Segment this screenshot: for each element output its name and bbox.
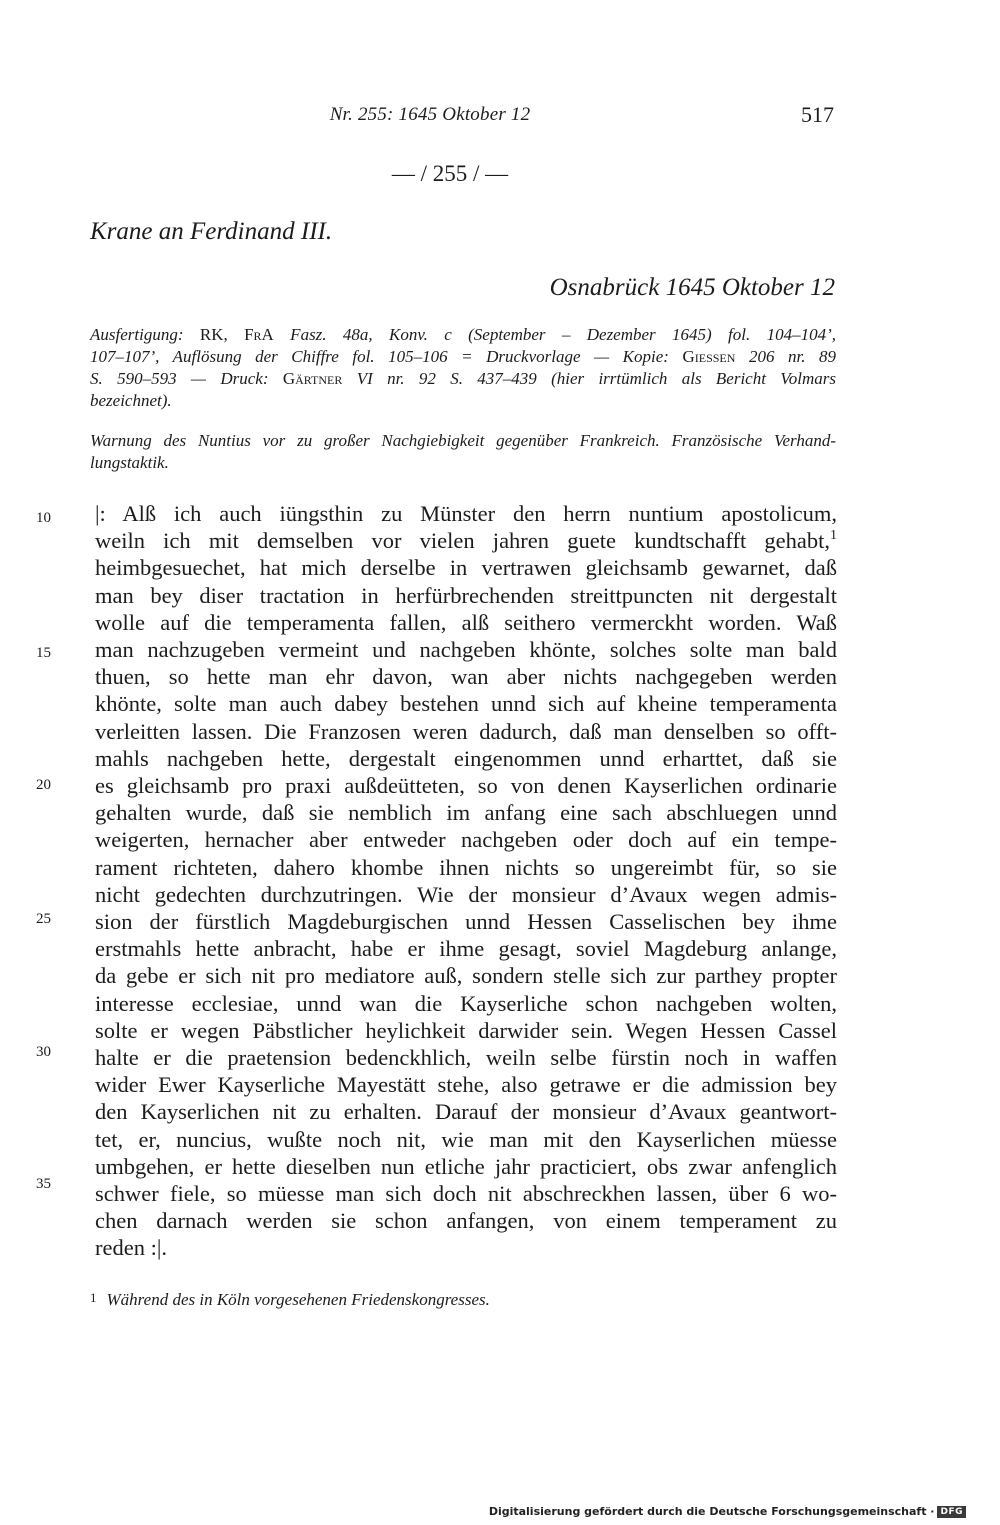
body-line: tet, er, nuncius, wußte noch nit, wie man mit den Kayserlichen müesse	[95, 1126, 837, 1152]
funding-text: Digitalisierung gefördert durch die Deutsche Forschungsgemeinschaft ·	[488, 1505, 935, 1518]
body-line: sion der fürstlich Magdeburgischen unnd Hessen Casselischen bey ihme	[95, 909, 837, 935]
body-line: mahls nachgeben hette, dergestalt eingenommen unnd erharttet, daß sie	[95, 745, 837, 771]
body-line: man bey diser tractation in herfürbrechenden streittpuncten nit dergestalt	[95, 582, 837, 608]
line-number: 25	[36, 911, 51, 927]
body-line: den Kayserlichen nit zu erhalten. Darauf der monsieur d’Avaux geantwort-	[95, 1099, 837, 1125]
body-line: thuen, so hette man ehr davon, wan aber nichts nachgegeben werden	[95, 664, 837, 690]
footnote	[90, 1290, 490, 1310]
body-line: interesse ecclesiae, unnd wan die Kayserliche schon nachgeben wolten,	[95, 990, 837, 1016]
apparatus-line: S. 590–593 — Druck: Gärtner VI nr. 92 S. 437–439 (hier irrtümlich als Bericht Volmars	[90, 369, 836, 388]
document-number: — / 255 / —	[391, 161, 509, 186]
body-line: halte er die praetension bedenckhlich, weiln selbe fürstin noch in waffen	[95, 1045, 837, 1071]
body-line: gehalten wurde, daß sie nemblich im anfang eine sach abschluegen unnd	[95, 800, 837, 826]
body-line: chen darnach werden sie schon anfangen, von einem temperament zu	[95, 1208, 837, 1234]
body-line: nicht gedechten durchzutringen. Wie der monsieur d’Avaux wegen admis-	[95, 881, 837, 907]
body-line: |: Alß ich auch iüngsthin zu Münster den herrn nuntium apostolicum,	[95, 501, 837, 526]
line-number: 30	[36, 1044, 51, 1060]
body-line: man nachzugeben vermeint und nachgeben khönte, solches solte man bald	[95, 637, 837, 663]
letter-body	[95, 500, 837, 1262]
body-line: heimbgesuechet, hat mich derselbe in vertrawen gleichsamb gewarnet, daß	[95, 555, 837, 581]
body-line: es gleichsamb pro praxi außdeütteten, so von denen Kayserlichen ordinarie	[95, 773, 837, 799]
line-number: 15	[36, 645, 51, 661]
document-title: Krane an Ferdinand III.	[90, 218, 333, 245]
running-head: Nr. 255: 1645 Oktober 12	[329, 104, 531, 125]
body-line: wider Ewer Kayserliche Mayestätt stehe, also getrawe er die admission bey	[95, 1072, 837, 1098]
line-number: 10	[36, 510, 51, 526]
body-line: weigerten, hernacher aber entweder nachgeben oder doch auf ein tempe-	[95, 827, 837, 853]
body-line: solte er wegen Päbstlicher heylichkeit darwider sein. Wegen Hessen Cassel	[95, 1017, 837, 1043]
body-line: da gebe er sich nit pro mediatore auß, sondern stelle sich zur parthey propter	[95, 963, 837, 989]
summary-line: Warnung des Nuntius vor zu großer Nachgiebigkeit gegenüber Frankreich. Französische Verhand-	[90, 431, 836, 450]
body-line: schwer fiele, so müesse man sich doch nit abschreckhen lassen, über 6 wo-	[95, 1181, 837, 1207]
funding-note	[489, 1505, 966, 1518]
body-line: wolle auf die temperamenta fallen, alß seithero vermerckht worden. Waß	[95, 609, 837, 635]
body-line: weiln ich mit demselben vor vielen jahren guete kundtschafft gehabt,$^1$	[95, 528, 837, 554]
summary-line: lungstaktik.	[90, 453, 169, 472]
body-line: khönte, solte man auch dabey bestehen unnd sich auf kheine temperamenta	[95, 691, 837, 717]
body-line: umbgehen, er hette dieselben nun etliche jahr practiciert, obs zwar anfenglich	[95, 1153, 837, 1179]
place-date: Osnabrück 1645 Oktober 12	[549, 274, 835, 301]
footnote-number: 1	[90, 1290, 97, 1305]
line-number: 20	[36, 777, 51, 793]
document-summary	[90, 430, 836, 474]
footnote-text: Während des in Köln vorgesehenen Friedenskongresses.	[106, 1290, 490, 1309]
footnote-reference[interactable]: 1	[830, 528, 837, 544]
dfg-logo-icon: DFG	[937, 1506, 966, 1518]
page-number: 517	[801, 102, 834, 127]
apparatus-line: bezeichnet).	[90, 391, 172, 410]
apparatus-line: Ausfertigung: RK, FrA Fasz. 48a, Konv. c (September – Dezember 1645) fol. 104–104’,	[90, 325, 836, 344]
body-line: reden :|.	[95, 1235, 167, 1261]
body-line: rament richteten, dahero khombe ihnen nichts so ungereimbt für, so sie	[95, 854, 837, 880]
line-number: 35	[36, 1176, 51, 1192]
apparatus-line: 107–107’, Auflösung der Chiffre fol. 105–106 = Druckvorlage — Kopie: Giessen 206 nr. 89	[90, 347, 836, 366]
body-line: erstmahls hette anbracht, habe er ihme gesagt, soviel Magdeburg anlange,	[95, 936, 837, 962]
source-apparatus	[90, 324, 836, 412]
body-line: verleitten lassen. Die Franzosen weren dadurch, daß man denselben so offt-	[95, 718, 837, 744]
